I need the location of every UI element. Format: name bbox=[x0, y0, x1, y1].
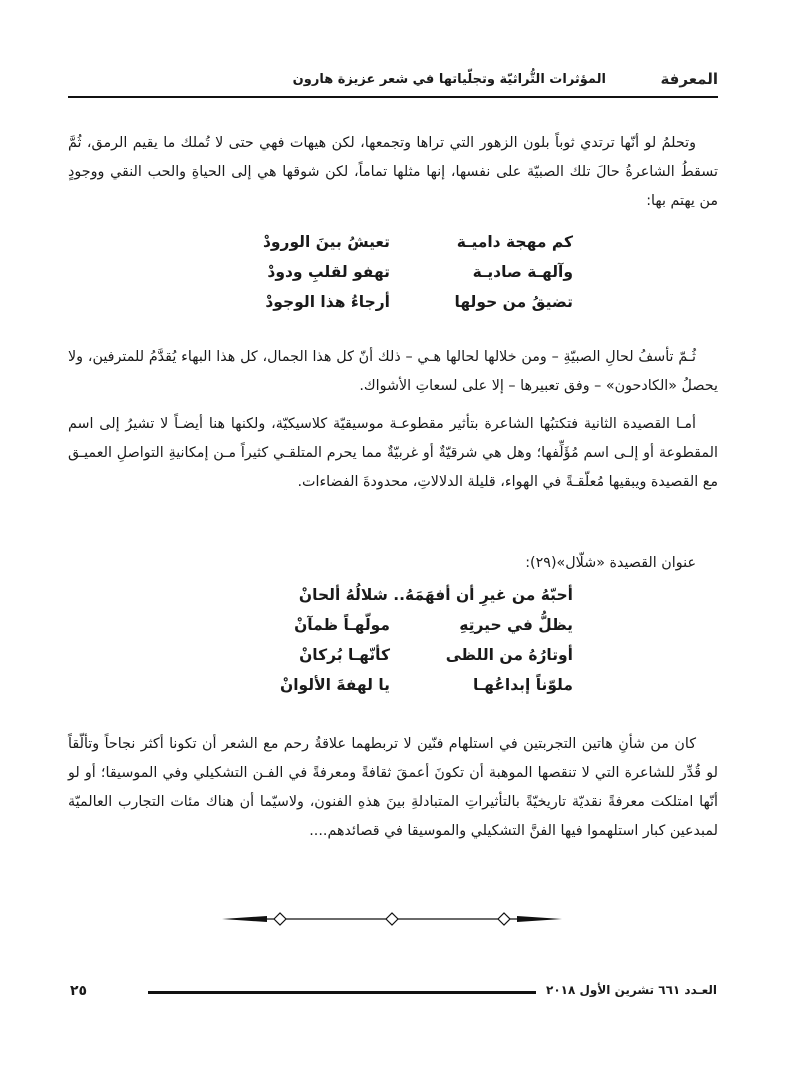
verse-hemistich-left: تهفو لقلبِ ودودْ bbox=[267, 263, 390, 281]
ornament-diamond-center bbox=[386, 913, 398, 925]
paragraph-3 bbox=[68, 410, 718, 497]
verse-hemistich-right: كم مهجة داميـة bbox=[456, 233, 573, 251]
paragraph-text: أمـا القصيدة الثانية فتكتبُها الشاعرة بتأثير مقطوعـة موسيقيّة كلاسيكيّة، ولكنها هنا أيضـاً لا تشيرُ إلى اسم المقطوعة أو إلـى اسم مُؤَلِّفها؛ وهل هي شرقيّةٌ أو غربيّةٌ مما يحرم المتلقـي كثيراً مـن إمكانيةِ التواصلِ العميـق مع القصيدة ويبقيها مُعلّقـةً في الهواء، قليلة الدلالاتِ، محدودةَ الفضاءات. bbox=[68, 416, 718, 490]
paragraph-1 bbox=[68, 129, 718, 216]
verse-hemistich-right: ملوّناً إبداعُهـا bbox=[472, 676, 573, 694]
ornament-diamond-right bbox=[498, 913, 510, 925]
verse-full-line: أحبّهُ من غيرِ أن أفهَمَهُ.. شلالُهُ ألحانْ bbox=[298, 586, 573, 604]
ornament-diamond-left bbox=[274, 913, 286, 925]
paragraph-text: كان من شأنِ هاتين التجربتين في استلهام فنّين لا تربطهما علاقةُ رحم مع الشعر أن تكونا أكثر نجاحاً وتألّقاً لو قُدِّر للشاعرة التي لا تنقصها الموهبة أن تكونَ أعمقَ ثقافةً ومعرفةً في الفـن التشكيلي وفي الموسيقا؛ أو لو أنّها امتلكت معرفةً نقديّة تاريخيّةً بالتأثيراتِ المتبادلةِ بينَ هذهِ الفنون، ولاسيّما أن هناك مئات التجارب العالميّة لمبدعين كبار استلهموا فيها الفنَّ التشكيلي والموسيقا في قصائدهم.... bbox=[68, 736, 718, 839]
running-header bbox=[68, 68, 718, 94]
verse-hemistich-left: تعيشُ بينَ الورودْ bbox=[262, 233, 390, 251]
paragraph-text: عنوان القصيدة «شلّال»(٢٩): bbox=[525, 555, 696, 571]
header-divider bbox=[68, 96, 718, 98]
footer-divider bbox=[148, 991, 536, 994]
ornament-divider bbox=[222, 907, 562, 931]
paragraph-4 bbox=[68, 549, 718, 578]
verse-line bbox=[0, 293, 785, 323]
paragraph-5 bbox=[68, 730, 718, 846]
verse-hemistich-left: كأنّهـا بُركانْ bbox=[299, 646, 390, 664]
verse-line bbox=[0, 233, 785, 263]
poem-excerpt-1 bbox=[0, 233, 785, 323]
verse-line bbox=[0, 263, 785, 293]
verse-hemistich-right: تضيقُ من حولها bbox=[454, 293, 573, 311]
verse-line bbox=[0, 676, 785, 706]
verse-line bbox=[0, 616, 785, 646]
ornament-right-arrow bbox=[517, 916, 562, 922]
paragraph-2 bbox=[68, 343, 718, 401]
issue-info: العـدد ٦٦١ تشرين الأول ٢٠١٨ bbox=[546, 983, 717, 997]
verse-hemistich-left: يا لهفةَ الألوانْ bbox=[280, 676, 390, 694]
article-title: المؤثرات التُّراثيّة وتجلّياتها في شعر عزيزة هارون bbox=[292, 72, 606, 87]
magazine-logo: المعرفة bbox=[660, 70, 718, 88]
verse-hemistich-right: أوتارُهُ من اللظى bbox=[445, 646, 573, 664]
poem-excerpt-2 bbox=[0, 586, 785, 706]
verse-hemistich-right: وآلهـة صاديـة bbox=[472, 263, 573, 281]
page-number: ٢٥ bbox=[70, 983, 88, 999]
verse-hemistich-left: أرجاءُ هذا الوجودْ bbox=[265, 293, 390, 311]
paragraph-text: ثُـمّ تأسفُ لحالِ الصبيّةِ – ومن خلالها لحالها هـي – ذلك أنّ كل هذا الجمال، كل هذا البهاء يُقدَّمُ للمترفين، ولا يحصلُ «الكادحون» – وفق تعبيرها – إلا على لسعاتِ الأشواك. bbox=[68, 349, 718, 394]
verse-line bbox=[0, 646, 785, 676]
ornament-left-arrow bbox=[222, 916, 267, 922]
verse-hemistich-right: يظلُّ في حيرتِهِ bbox=[459, 616, 573, 634]
paragraph-text: وتحلمُ لو أنّها ترتدي ثوباً بلون الزهور التي تراها وتجمعها، لكن هيهات فهي حتى لا تُملك ما يقيم الرمق، ثُمَّ تسقطُ الشاعرةُ حالَ تلك الصبيّة على نفسها، إنها مثلها تماماً، لكن شوقها هي إلى الحياةِ والحب النقي ووجودٍ من يهتم بها: bbox=[68, 135, 718, 209]
verse-line bbox=[0, 586, 785, 616]
verse-hemistich-left: مولّهـاً ظمآنْ bbox=[294, 616, 390, 634]
